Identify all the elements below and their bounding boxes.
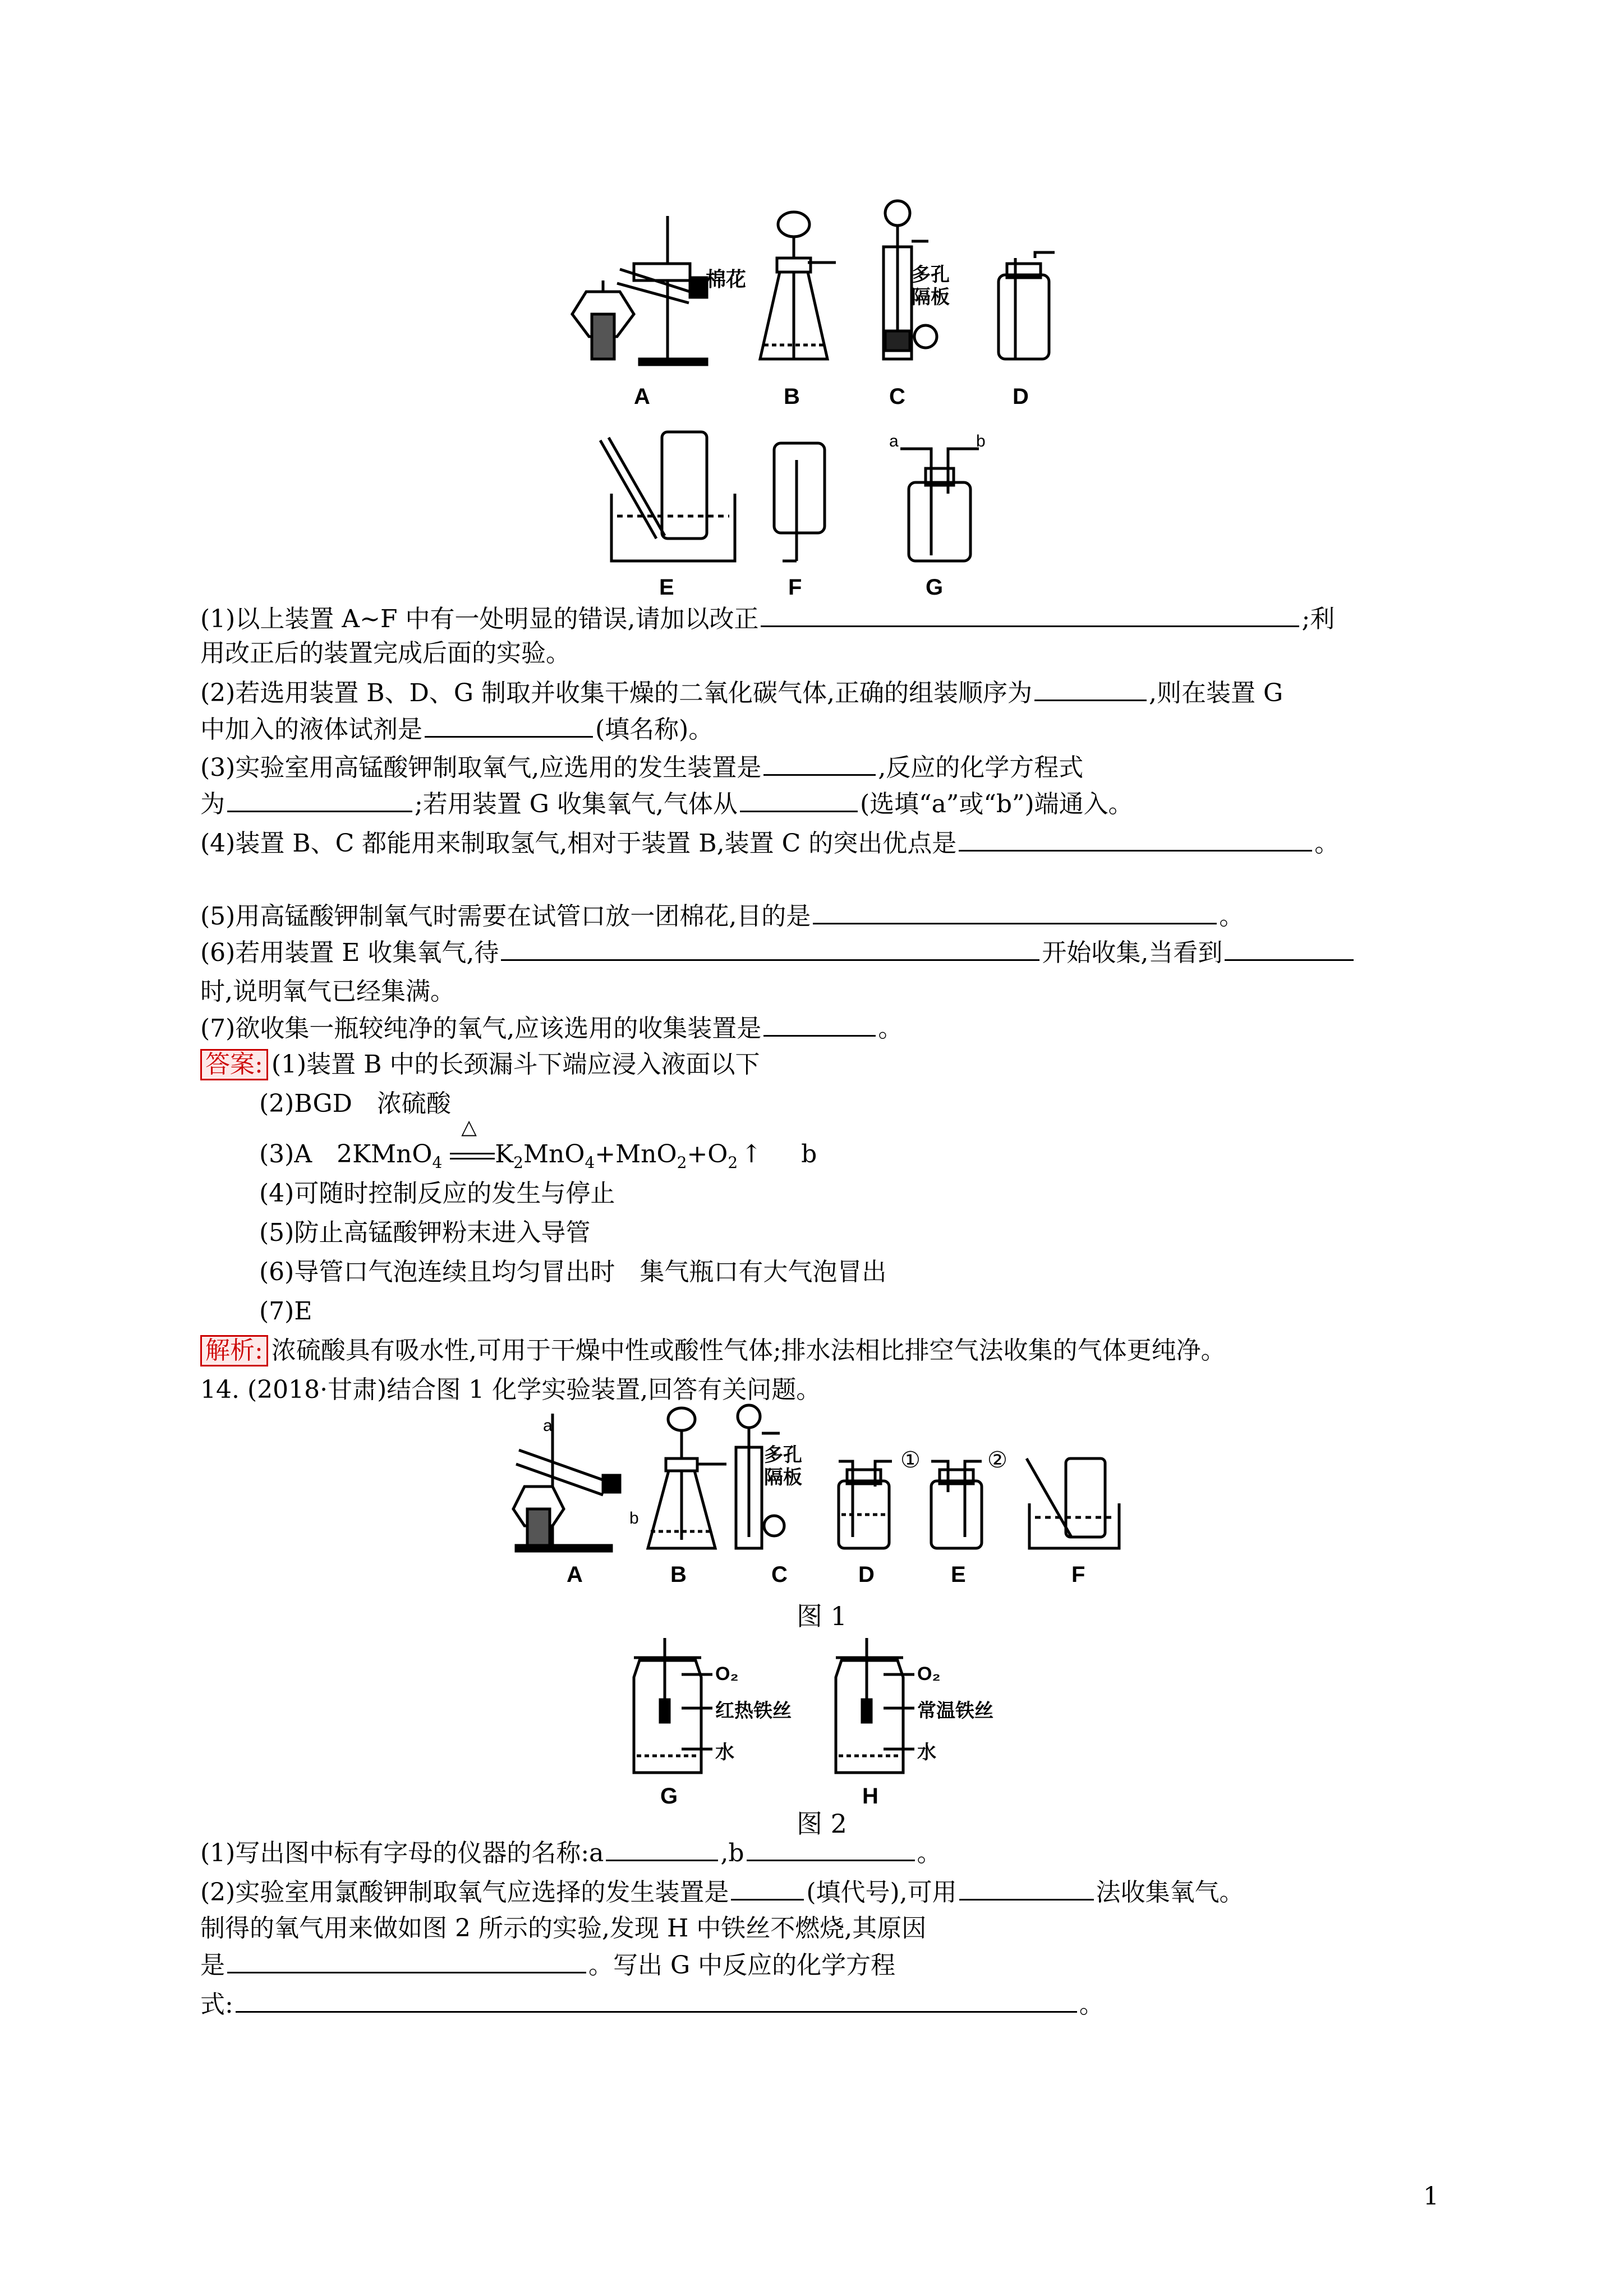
q13-line-11: (7)欲收集一瓶较纯净的氧气,应该选用的收集装置是 。 — [200, 1013, 903, 1045]
page-number: 1 — [1423, 2182, 1439, 2211]
answer-blank[interactable] — [236, 1989, 1077, 2013]
porous-plate-label-1: 多孔 — [912, 264, 950, 286]
fig-label-e: E — [659, 575, 674, 600]
fig2-h-water: 水 — [917, 1742, 936, 1763]
fig1-label-d: D — [858, 1562, 875, 1587]
answer-equation: (3)A 2KMnO$_4$ △ $K_2MnO_4+MnO_2+O_2$ ↑ b — [259, 1116, 817, 1172]
answer-blank[interactable] — [747, 1837, 915, 1861]
fig2-g-wire: 红热铁丝 — [715, 1700, 792, 1722]
fig1-label-a: A — [567, 1562, 583, 1587]
fig-label-g: G — [926, 575, 944, 600]
q13-line-9: (6)若用装置 E 收集氧气,待 开始收集,当看到 — [200, 937, 1356, 969]
q13-line-7: (4)装置 B、C 都能用来制取氢气,相对于装置 B,装置 C 的突出优点是 。 — [200, 827, 1339, 859]
q14-line-4: 是 。写出 G 中反应的化学方程 — [200, 1949, 895, 1981]
fig2-bottle-h — [836, 1638, 914, 1773]
fig-label-f: F — [788, 575, 802, 600]
fig1-label-e: E — [951, 1562, 966, 1587]
fig1-letter-a: a — [543, 1416, 553, 1435]
answer-blank[interactable] — [959, 1876, 1094, 1901]
fig1-label-b: B — [670, 1562, 687, 1587]
q13-line-1: (1)以上装置 A~F 中有一处明显的错误,请加以改正 ;利 — [200, 603, 1335, 635]
fig2-caption: 图 2 — [797, 1809, 847, 1839]
answer-line-6: (6)导管口气泡连续且均匀冒出时 集气瓶口有大气泡冒出 — [259, 1258, 887, 1286]
fig2-label-h: H — [862, 1784, 878, 1809]
fig2-bottle-g — [634, 1638, 712, 1773]
fig-label-b: B — [784, 384, 800, 409]
fig1-port-1: ① — [900, 1448, 921, 1473]
port-a-label: a — [889, 432, 899, 450]
fig-label-d: D — [1013, 384, 1029, 409]
port-b-label: b — [976, 432, 986, 450]
analysis-tag: 解析: — [200, 1335, 268, 1366]
answer-line-5: (5)防止高锰酸钾粉末进入导管 — [259, 1218, 591, 1247]
fig2-h-o2: O₂ — [917, 1663, 941, 1685]
fig1-label-f: F — [1071, 1562, 1085, 1587]
answer-line-2: (2)BGD 浓硫酸 — [259, 1089, 451, 1118]
q14-line-3: 制得的氧气用来做如图 2 所示的实验,发现 H 中铁丝不燃烧,其原因 — [200, 1914, 927, 1943]
fig2-g-o2: O₂ — [715, 1663, 739, 1685]
fig-label-c: C — [889, 384, 905, 409]
answer-blank[interactable] — [606, 1837, 718, 1861]
q14-line-1: (1)写出图中标有字母的仪器的名称:a ,b 。 — [200, 1837, 942, 1869]
q13-line-3: (2)若选用装置 B、D、G 制取并收集干燥的二氧化碳气体,正确的组装顺序为 ,则在装置 G — [200, 677, 1283, 709]
analysis-line: 解析: 浓硫酸具有吸水性,可用于干燥中性或酸性气体;排水法相比排空气法收集的气体更纯净。 — [200, 1335, 1226, 1366]
answer-line-1: 答案: (1)装置 B 中的长颈漏斗下端应浸入液面以下 — [200, 1049, 760, 1080]
answer-blank[interactable] — [731, 1876, 804, 1901]
fig1-caption: 图 1 — [797, 1601, 847, 1631]
q13-line-4: 中加入的液体试剂是 (填名称)。 — [200, 714, 713, 746]
q13-line-5: (3)实验室用高锰酸钾制取氧气,应选用的发生装置是 ,反应的化学方程式 — [200, 752, 1083, 784]
q14-line-2: (2)实验室用氯酸钾制取氧气应选择的发生装置是 (填代号),可用 法收集氧气。 — [200, 1876, 1244, 1908]
answer-tag: 答案: — [200, 1049, 268, 1080]
fig1-letter-b: b — [629, 1509, 639, 1527]
fig1-porous-2: 隔板 — [764, 1467, 802, 1488]
q14-line-5: 式: 。 — [200, 1989, 1104, 2021]
fig1-label-c: C — [771, 1562, 788, 1587]
fig2-label-g: G — [660, 1784, 678, 1809]
fig-label-a: A — [634, 384, 650, 409]
porous-plate-label-2: 隔板 — [912, 287, 950, 308]
answer-line-7: (7)E — [259, 1297, 312, 1326]
q13-line-6: 为 ;若用装置 G 收集氧气,气体从 (选填“a”或“b”)端通入。 — [200, 788, 1133, 820]
fig1-port-2: ② — [987, 1448, 1007, 1473]
fig1-porous-1: 多孔 — [764, 1444, 802, 1466]
answer-blank[interactable] — [227, 1949, 586, 1973]
answer-line-4: (4)可随时控制反应的发生与停止 — [259, 1179, 615, 1208]
cotton-label: 棉花 — [706, 268, 747, 291]
q14-title: 14. (2018·甘肃)结合图 1 化学实验装置,回答有关问题。 — [200, 1375, 821, 1404]
heat-condition: △ — [450, 1139, 495, 1170]
fig2-g-water: 水 — [715, 1742, 734, 1763]
q13-line-10: 时,说明氧气已经集满。 — [200, 977, 455, 1006]
fig2-h-wire: 常温铁丝 — [917, 1700, 993, 1722]
q13-line-8: (5)用高锰酸钾制氧气时需要在试管口放一团棉花,目的是 。 — [200, 900, 1244, 932]
q13-line-2: 用改正后的装置完成后面的实验。 — [200, 639, 571, 668]
